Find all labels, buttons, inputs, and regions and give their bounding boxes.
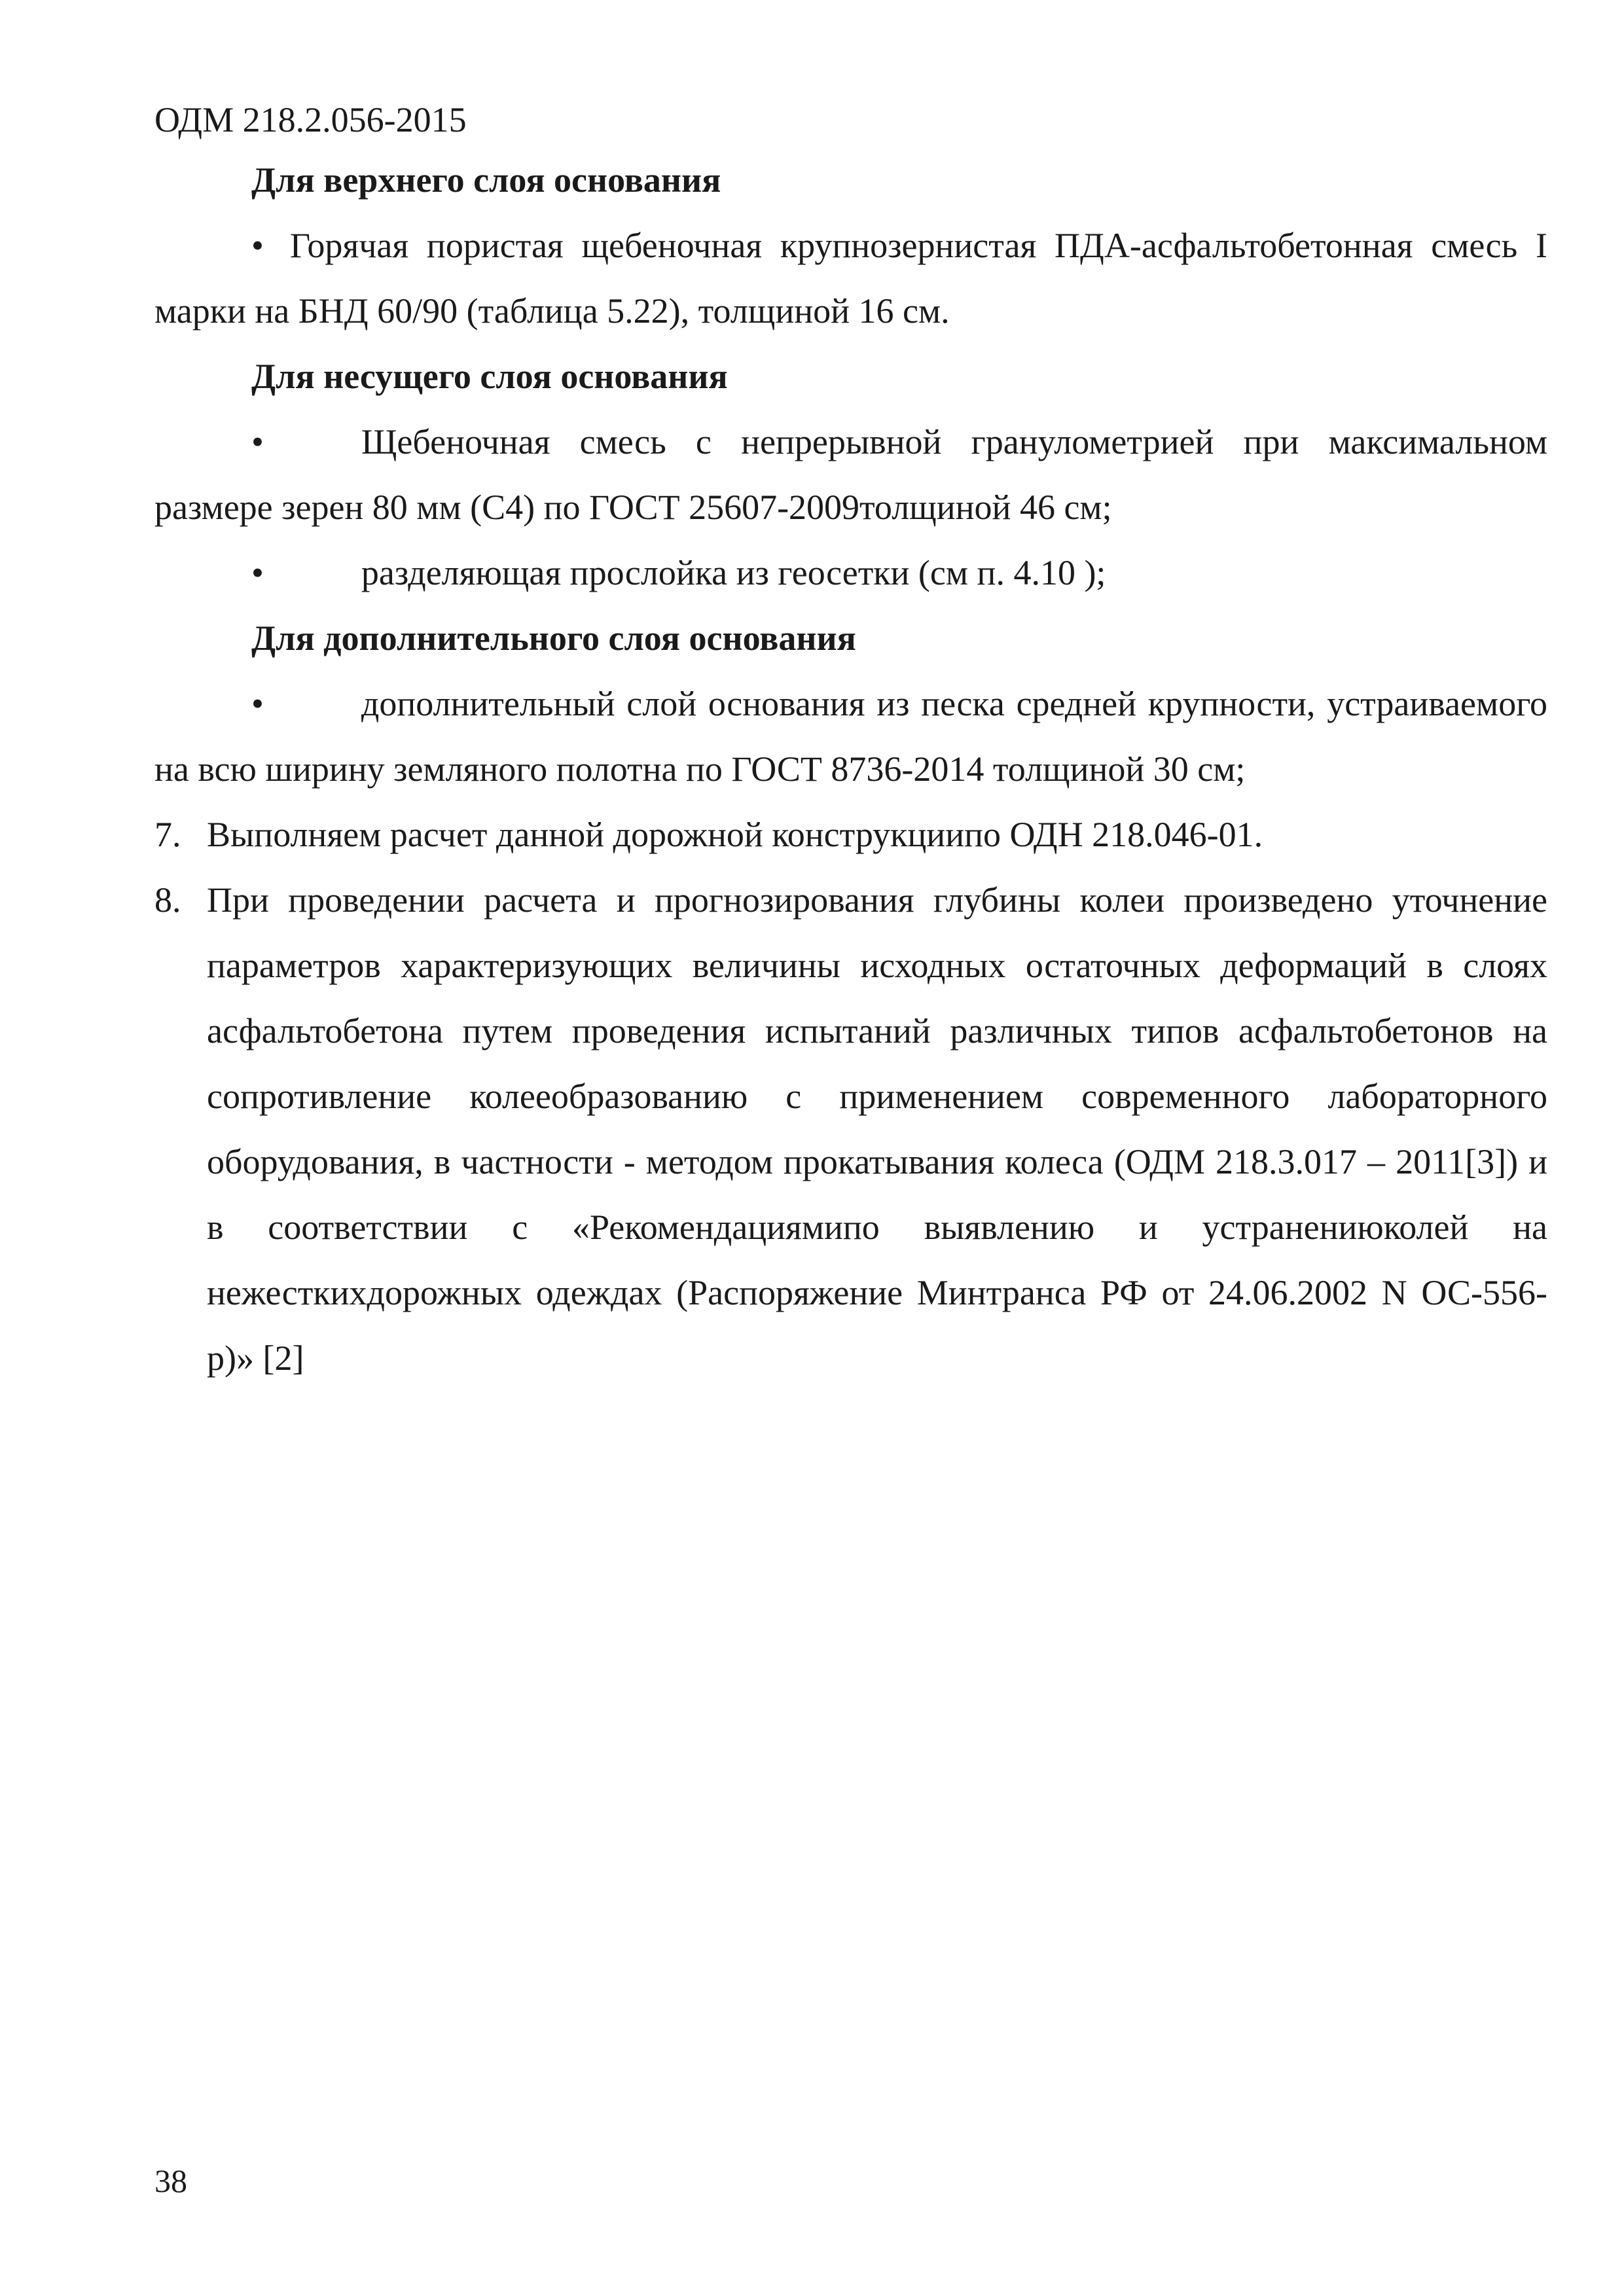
list-item-text: Горячая пористая щебеночная крупнозернистая ПДА-асфальтобетонная смесь I марки на БНД 60/90 (таблица 5.22), толщиной 16 см. bbox=[154, 226, 1547, 331]
bullet-icon: • bbox=[251, 422, 264, 461]
item-number: 7. bbox=[154, 815, 181, 854]
list-item-sand-layer bbox=[154, 671, 1547, 802]
section-heading-upper-layer: Для верхнего слоя основания bbox=[251, 160, 721, 200]
bullet-icon: • bbox=[251, 226, 264, 265]
list-item-text: дополнительный слой основания из песка средней крупности, устраиваемого на всю ширину земляного полотна по ГОСТ 8736-2014 толщиной 30 см; bbox=[154, 684, 1547, 789]
item-text: При проведении расчета и прогнозирования глубины колеи произведено уточнение параметров характеризующих величины исходных остаточных деформаций в слоях асфальтобетона путем проведения испытаний различных типов асфальтобетонов на сопротивление колееобразованию с применением современного лабораторного оборудования, в частности - методом прокатывания колеса (ОДМ 218.3.017 – 2011[3]) и в соответствии с «Рекомендациямипо выявлению и устранениюколей на нежесткихдорожных одеждах (Распоряжение Минтранса РФ от 24.06.2002 N ОС-556-р)» [2] bbox=[207, 880, 1547, 1378]
list-item-bearing-mix bbox=[154, 409, 1547, 540]
list-item-upper-layer bbox=[154, 213, 1547, 344]
numbered-item-7 bbox=[154, 802, 1547, 867]
numbered-item-8 bbox=[154, 867, 1547, 1391]
bullet-icon: • bbox=[251, 684, 264, 723]
list-item-geogrid bbox=[154, 540, 1547, 605]
list-item-text: разделяющая прослойка из геосетки (см п. 4.10 ); bbox=[361, 553, 1106, 592]
bullet-icon: • bbox=[251, 553, 264, 592]
item-number: 8. bbox=[154, 880, 181, 920]
list-item-text: Щебеночная смесь с непрерывной гранулометрией при максимальном размере зерен 80 мм (С4) по ГОСТ 25607-2009толщиной 46 см; bbox=[154, 422, 1547, 527]
document-code: ОДМ 218.2.056-2015 bbox=[154, 100, 467, 139]
item-text: Выполняем расчет данной дорожной конструкциипо ОДН 218.046-01. bbox=[207, 815, 1263, 854]
section-heading-bearing-layer: Для несущего слоя основания bbox=[251, 357, 728, 396]
body-text bbox=[154, 147, 1547, 1391]
page-number: 38 bbox=[154, 2162, 187, 2199]
section-heading-additional-layer: Для дополнительного слоя основания bbox=[251, 619, 856, 658]
